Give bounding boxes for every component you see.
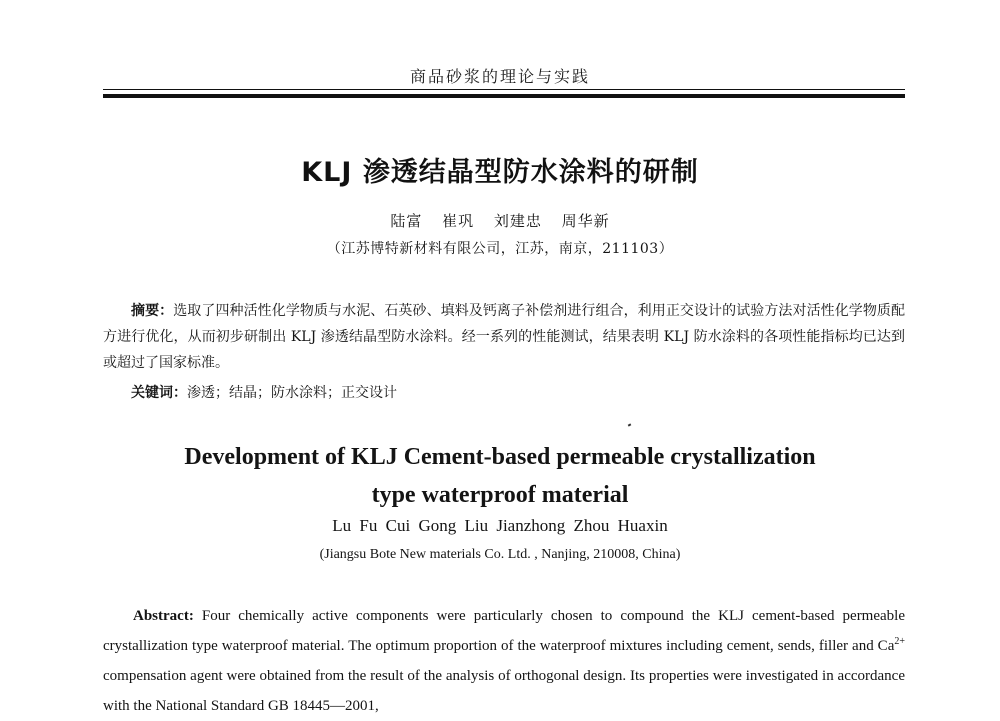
chinese-keywords-text: 渗透；结晶；防水涂料；正交设计 [187, 385, 397, 401]
header-rule-thin [103, 89, 905, 90]
english-title [0, 438, 1000, 514]
english-abstract-text-2: compensation agent were obtained from the result of the analysis of orthogonal design. Its properties were investigated in accordance with the National Standard GB 18445—2001, [103, 668, 905, 714]
chinese-keywords [131, 380, 905, 406]
running-header: 商品砂浆的理论与实践 [409, 67, 590, 86]
chinese-keywords-label: 关键词： [131, 385, 187, 401]
english-affiliation: (Jiangsu Bote New materials Co. Ltd. , Nanjing, 210008, China) [319, 547, 681, 562]
english-abstract-superscript: 2+ [894, 636, 905, 647]
english-abstract-text-1: Four chemically active components were particularly chosen to compound the KLJ cement-based permeable crystallization type waterproof material. The optimum proportion of the waterproof mixtures including cement, sends, filler and Ca [103, 608, 905, 654]
english-title-line-2: type waterproof material [371, 482, 629, 508]
chinese-affiliation: （江苏博特新材料有限公司，江苏，南京，211103） [326, 241, 674, 257]
chinese-abstract-label: 摘要： [131, 303, 174, 319]
chinese-abstract-text: 选取了四种活性化学物质与水泥、石英砂、填料及钙离子补偿剂进行组合，利用正交设计的试验方法对活性化学物质配方进行优化，从而初步研制出 KLJ 渗透结晶型防水涂料。经一系列的性能测试，结果表明 KLJ 防水涂料的各项性能指标均已达到或超过了国家标准。 [103, 303, 906, 371]
english-title-line-1: Development of KLJ Cement-based permeable crystallization [184, 444, 816, 470]
scan-speck [628, 423, 632, 426]
english-abstract-label: Abstract: [133, 608, 194, 624]
chinese-abstract [103, 298, 905, 376]
english-abstract [103, 601, 905, 721]
english-authors: Lu Fu Cui Gong Liu Jianzhong Zhou Huaxin [332, 516, 668, 535]
header-rule-thick [103, 94, 905, 98]
chinese-authors: 陆富 崔巩 刘建忠 周华新 [390, 212, 610, 230]
chinese-title: KLJ 渗透结晶型防水涂料的研制 [301, 157, 699, 188]
